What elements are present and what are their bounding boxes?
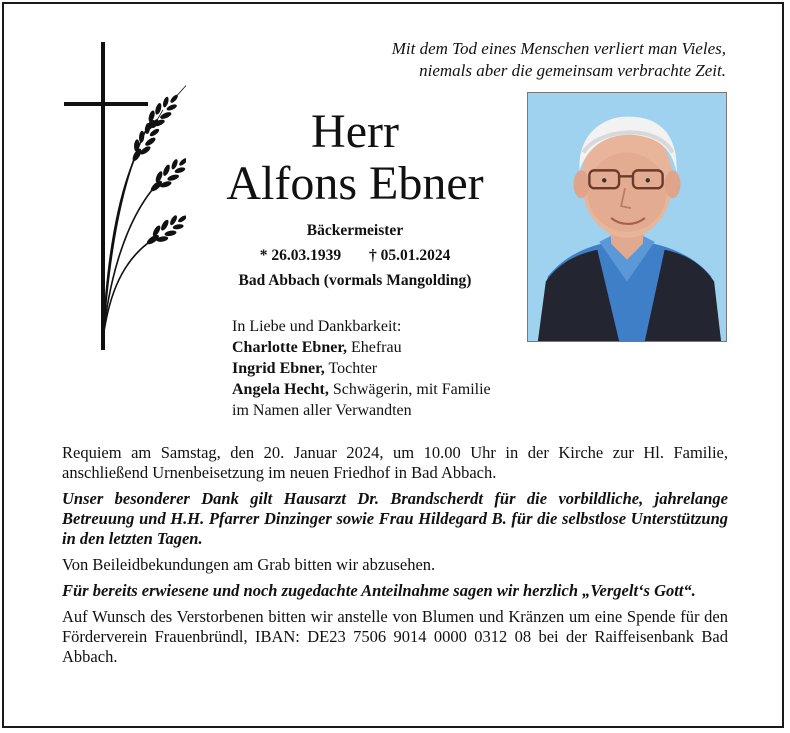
mourner-name: Charlotte Ebner, <box>232 339 347 356</box>
donation-paragraph: Auf Wunsch des Verstorbenen bitten wir anstelle von Blumen und Kränzen um eine Spende für den Förderverein Frauenbründl, IBAN: DE23 7506 9014 0000 0312 08 bei der Raiffeisenbank Bad Abbach. <box>62 607 728 666</box>
motto-line-1: Mit dem Tod eines Menschen verliert man Vieles, <box>391 39 726 58</box>
mourner-entry <box>232 358 491 379</box>
deceased-details <box>190 218 520 293</box>
portrait-photo <box>527 92 727 342</box>
mourner-name: Angela Hecht, <box>232 381 329 398</box>
deceased-name: Alfons Ebner <box>226 157 484 210</box>
birth-date: * 26.03.1939 <box>259 247 342 264</box>
salutation: Herr <box>311 105 399 158</box>
deceased-name-block <box>190 106 520 210</box>
mourner-relation: Schwägerin, mit Familie <box>328 381 491 398</box>
mourners-intro: In Liebe und Dankbarkeit: <box>232 318 402 335</box>
thanks-paragraph: Unser besonderer Dank gilt Hausarzt Dr. Brandscherdt für die vorbildliche, jahrelange Betreuung und H.H. Pfarrer Dinzinger sowie Frau Hildegard B. für die selbstlose Unterstützung in den letzten Tagen. <box>62 489 728 548</box>
mourner-entry <box>232 379 491 400</box>
death-date: † 05.01.2024 <box>368 247 451 264</box>
requiem-paragraph: Requiem am Samstag, den 20. Januar 2024, um 10.00 Uhr in der Kirche zur Hl. Familie, anschließend Urnenbeisetzung im neuen Friedhof in Bad Abbach. <box>62 443 728 482</box>
cross-with-wheat-icon <box>56 38 186 356</box>
mourner-relation: Tochter <box>324 360 378 377</box>
mourner-relation: Ehefrau <box>346 339 402 356</box>
life-dates <box>190 243 520 268</box>
mourner-entry <box>232 337 491 358</box>
gratitude-paragraph: Für bereits erwiesene und noch zugedachte Anteilnahme sagen wir herzlich „Vergelt‘s Gott“. <box>62 581 696 600</box>
motto-line-2: niemals aber die gemeinsam verbrachte Zeit. <box>419 61 726 80</box>
announcement-text <box>62 443 728 673</box>
motto-quote <box>300 38 726 82</box>
mourners-list <box>232 316 491 421</box>
residence: Bad Abbach (vormals Mangolding) <box>238 272 472 289</box>
mourners-closing: im Namen aller Verwandten <box>232 402 412 419</box>
mourner-name: Ingrid Ebner, <box>232 360 325 377</box>
profession: Bäckermeister <box>306 222 404 239</box>
condolence-paragraph: Von Beileidbekundungen am Grab bitten wir abzusehen. <box>62 555 436 574</box>
